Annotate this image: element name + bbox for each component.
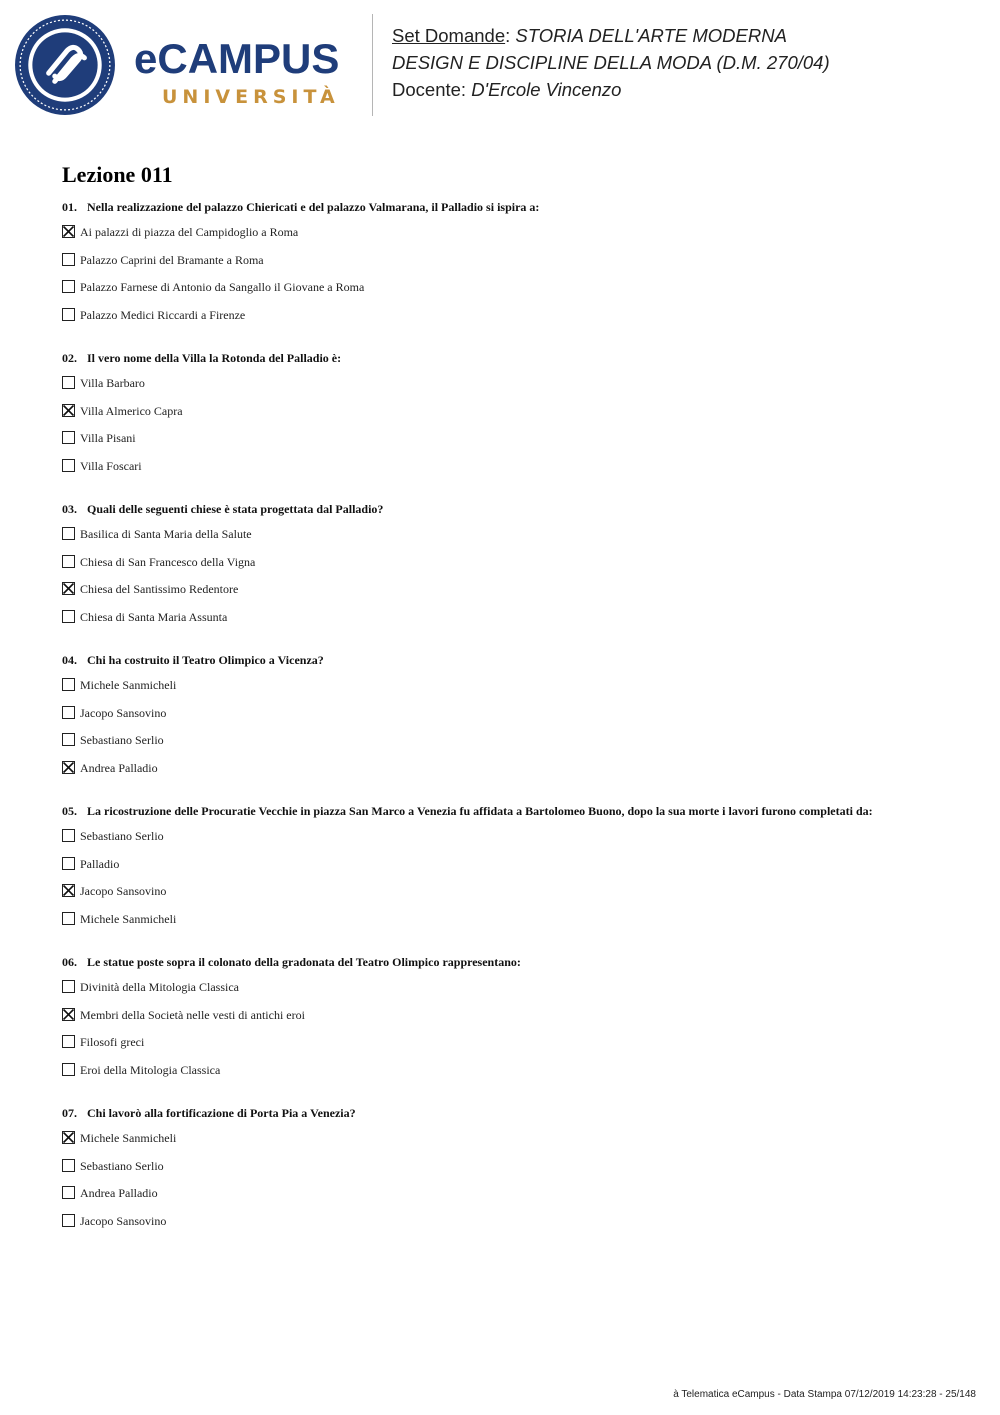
answer-option-label: Palazzo Medici Riccardi a Firenze xyxy=(80,307,246,322)
question-text xyxy=(62,1106,982,1132)
answer-option[interactable] xyxy=(62,1187,982,1215)
answer-option[interactable] xyxy=(62,583,982,611)
checkbox-icon[interactable] xyxy=(62,431,75,444)
course-name: DESIGN E DISCIPLINE DELLA MODA (D.M. 270/04) xyxy=(392,52,830,73)
question-label: Nella realizzazione del palazzo Chiericati e del palazzo Valmarana, il Palladio si ispira a: xyxy=(87,200,540,214)
teacher-name: D'Ercole Vincenzo xyxy=(471,79,622,100)
answer-option-label: Jacopo Sansovino xyxy=(80,1213,167,1228)
answer-option[interactable] xyxy=(62,556,982,584)
answer-option-label: Chiesa del Santissimo Redentore xyxy=(80,582,239,597)
checkbox-icon[interactable] xyxy=(62,253,75,266)
question-text xyxy=(62,200,982,226)
answer-option[interactable] xyxy=(62,734,982,762)
answer-option[interactable] xyxy=(62,432,982,460)
question-text xyxy=(62,955,982,981)
checkbox-icon[interactable] xyxy=(62,1186,75,1199)
answer-option-label: Palazzo Farnese di Antonio da Sangallo il Giovane a Roma xyxy=(80,280,365,295)
question-block xyxy=(62,1106,982,1242)
checkbox-icon[interactable] xyxy=(62,733,75,746)
checkbox-icon[interactable] xyxy=(62,280,75,293)
answer-option[interactable] xyxy=(62,1160,982,1188)
answer-option-label: Palladio xyxy=(80,856,120,871)
checkbox-icon[interactable] xyxy=(62,678,75,691)
answer-option[interactable] xyxy=(62,254,982,282)
checked-checkbox-icon[interactable] xyxy=(62,884,75,897)
checkbox-icon[interactable] xyxy=(62,829,75,842)
checked-checkbox-icon[interactable] xyxy=(62,225,75,238)
set-line: Set Domande: STORIA DELL'ARTE MODERNA xyxy=(392,25,787,46)
checkbox-icon[interactable] xyxy=(62,610,75,623)
checkbox-icon[interactable] xyxy=(62,1214,75,1227)
checkbox-icon[interactable] xyxy=(62,555,75,568)
question-number: 06. xyxy=(62,955,77,969)
header-divider xyxy=(372,14,373,116)
answer-option-label: Michele Sanmicheli xyxy=(80,911,177,926)
checked-checkbox-icon[interactable] xyxy=(62,582,75,595)
question-block xyxy=(62,502,982,638)
set-label: Set Domande xyxy=(392,25,506,46)
answer-option-label: Andrea Palladio xyxy=(80,1186,158,1201)
question-block xyxy=(62,351,982,487)
checkbox-icon[interactable] xyxy=(62,527,75,540)
answer-option[interactable] xyxy=(62,309,982,337)
question-number: 01. xyxy=(62,200,77,214)
teacher-label: Docente xyxy=(392,79,461,100)
answer-option-label: Sebastiano Serlio xyxy=(80,733,164,748)
answer-option-label: Basilica di Santa Maria della Salute xyxy=(80,527,252,541)
question-number: 07. xyxy=(62,1106,77,1120)
checked-checkbox-icon[interactable] xyxy=(62,761,75,774)
answer-option-label: Villa Foscari xyxy=(80,458,142,473)
question-block xyxy=(62,804,982,940)
answer-option-label: Villa Barbaro xyxy=(80,376,145,390)
checkbox-icon[interactable] xyxy=(62,459,75,472)
question-text xyxy=(62,502,982,528)
answer-option[interactable] xyxy=(62,830,982,858)
course-info xyxy=(392,22,830,103)
question-number: 05. xyxy=(62,804,77,818)
answer-option[interactable] xyxy=(62,885,982,913)
checkbox-icon[interactable] xyxy=(62,308,75,321)
answer-option-label: Michele Sanmicheli xyxy=(80,1131,177,1145)
checkbox-icon[interactable] xyxy=(62,706,75,719)
checkbox-icon[interactable] xyxy=(62,980,75,993)
answer-option[interactable] xyxy=(62,913,982,941)
answer-option[interactable] xyxy=(62,528,982,556)
answer-option-label: Andrea Palladio xyxy=(80,760,158,775)
checked-checkbox-icon[interactable] xyxy=(62,1131,75,1144)
answer-option[interactable] xyxy=(62,460,982,488)
checkbox-icon[interactable] xyxy=(62,1035,75,1048)
question-label: Chi lavorò alla fortificazione di Porta Pia a Venezia? xyxy=(87,1106,356,1120)
answer-option-label: Chiesa di Santa Maria Assunta xyxy=(80,609,228,624)
answer-option-label: Villa Pisani xyxy=(80,431,136,446)
answer-option-label: Chiesa di San Francesco della Vigna xyxy=(80,554,256,569)
question-label: Quali delle seguenti chiese è stata progettata dal Palladio? xyxy=(87,502,384,516)
answer-option[interactable] xyxy=(62,1036,982,1064)
question-block xyxy=(62,200,982,336)
answer-option[interactable] xyxy=(62,981,982,1009)
question-text xyxy=(62,351,982,377)
ecampus-wordmark: eCAMPUS xyxy=(134,35,340,82)
question-label: La ricostruzione delle Procuratie Vecchie in piazza San Marco a Venezia fu affidata a Bartolomeo Buono, dopo la sua morte i lavori furono completati da: xyxy=(87,804,873,818)
answer-option[interactable] xyxy=(62,1215,982,1243)
answer-option[interactable] xyxy=(62,1064,982,1092)
checkbox-icon[interactable] xyxy=(62,857,75,870)
question-number: 04. xyxy=(62,653,77,667)
answer-option[interactable] xyxy=(62,377,982,405)
lesson-title: Lezione 011 xyxy=(62,162,173,187)
answer-option[interactable] xyxy=(62,611,982,639)
answer-option-label: Jacopo Sansovino xyxy=(80,705,167,720)
answer-option-label: Villa Almerico Capra xyxy=(80,403,183,418)
answer-option[interactable] xyxy=(62,858,982,886)
question-number: 03. xyxy=(62,502,77,516)
answer-option-label: Palazzo Caprini del Bramante a Roma xyxy=(80,252,264,267)
question-block xyxy=(62,955,982,1091)
question-text xyxy=(62,804,982,830)
checkbox-icon[interactable] xyxy=(62,1063,75,1076)
universita-wordmark: UNIVERSITÀ xyxy=(162,86,340,108)
teacher-line: Docente: D'Ercole Vincenzo xyxy=(392,79,622,100)
answer-option-label: Michele Sanmicheli xyxy=(80,678,177,692)
checkbox-icon[interactable] xyxy=(62,1159,75,1172)
answer-option[interactable] xyxy=(62,281,982,309)
question-label: Chi ha costruito il Teatro Olimpico a Vicenza? xyxy=(87,653,324,667)
answer-option-label: Eroi della Mitologia Classica xyxy=(80,1062,221,1077)
checkbox-icon[interactable] xyxy=(62,376,75,389)
answer-option[interactable] xyxy=(62,1132,982,1160)
question-label: Le statue poste sopra il colonato della gradonata del Teatro Olimpico rappresentano: xyxy=(87,955,521,969)
question-block xyxy=(62,653,982,789)
answer-option-label: Jacopo Sansovino xyxy=(80,884,167,899)
answer-option-label: Ai palazzi di piazza del Campidoglio a Roma xyxy=(80,225,299,239)
answer-option-label: Membri della Società nelle vesti di antichi eroi xyxy=(80,1007,305,1022)
answer-option[interactable] xyxy=(62,679,982,707)
answer-option[interactable] xyxy=(62,226,982,254)
checkbox-icon[interactable] xyxy=(62,912,75,925)
question-label: Il vero nome della Villa la Rotonda del Palladio è: xyxy=(87,351,342,365)
answer-option-label: Filosofi greci xyxy=(80,1035,145,1050)
question-number: 02. xyxy=(62,351,77,365)
checked-checkbox-icon[interactable] xyxy=(62,1008,75,1021)
answer-option-label: Divinità della Mitologia Classica xyxy=(80,980,239,994)
question-text xyxy=(62,653,982,679)
set-title: STORIA DELL'ARTE MODERNA xyxy=(515,25,787,46)
answer-option[interactable] xyxy=(62,1009,982,1037)
answer-option-label: Sebastiano Serlio xyxy=(80,1158,164,1173)
checked-checkbox-icon[interactable] xyxy=(62,404,75,417)
answer-option[interactable] xyxy=(62,707,982,735)
answer-option-label: Sebastiano Serlio xyxy=(80,829,164,843)
ecampus-seal-logo xyxy=(14,14,116,116)
print-footer: à Telematica eCampus - Data Stampa 07/12/2019 14:23:28 - 25/148 xyxy=(673,1389,976,1400)
answer-option[interactable] xyxy=(62,762,982,790)
page-header xyxy=(0,0,1000,130)
answer-option[interactable] xyxy=(62,405,982,433)
